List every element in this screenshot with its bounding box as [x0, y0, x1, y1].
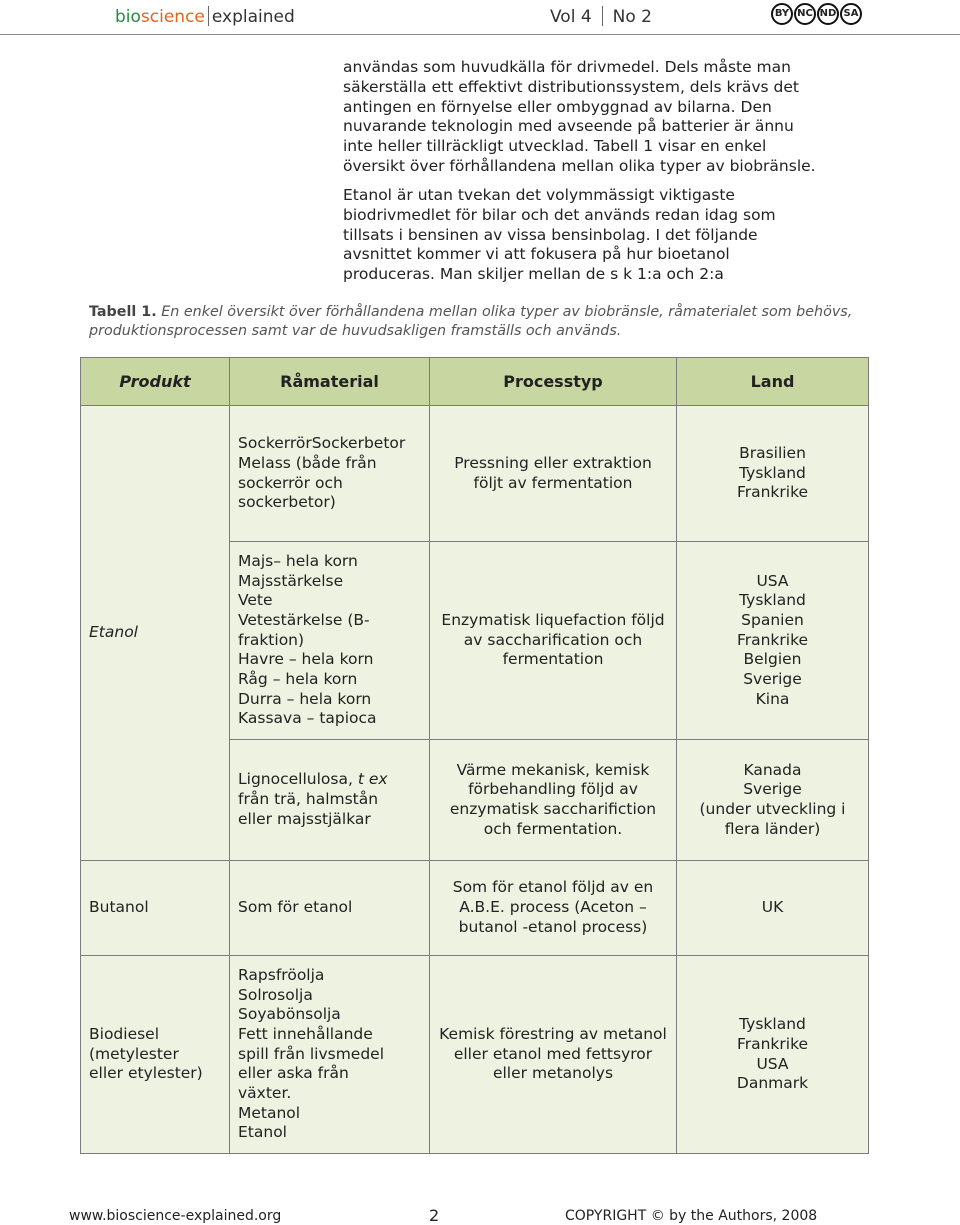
cell-line: spill från livsmedel — [238, 1044, 385, 1063]
cc-sa-icon: SA — [840, 3, 862, 25]
cell-line: Tyskland — [739, 463, 806, 482]
cell-line: Belgien — [743, 650, 802, 669]
raw-material-cell — [230, 740, 430, 861]
text-line: översikt över förhållandena mellan olika typer av biobränsle. — [343, 156, 816, 175]
brand-divider — [208, 6, 209, 26]
cell-line: Tyskland — [739, 1015, 806, 1034]
cell-line: och fermentation. — [483, 819, 623, 838]
text-line: nuvarande teknologin med avseende på batterier är ännu — [343, 117, 794, 136]
cell-text: Lignocellulosa, — [238, 770, 358, 789]
cell-line: (under utveckling i — [699, 800, 846, 818]
cell-line: butanol -etanol process) — [458, 917, 648, 936]
product-etanol: Etanol — [81, 406, 230, 861]
cell-line: Sverige — [743, 780, 802, 799]
text-line: avsnittet kommer vi att fokusera på hur bioetanol — [343, 245, 730, 264]
header-ramaterial: Råmaterial — [230, 358, 430, 406]
cell-line: Etanol — [238, 1123, 287, 1142]
cell-line: Kanada — [743, 760, 802, 779]
cell-line: eller metanolys — [492, 1064, 614, 1083]
text-line: tillsats i bensinen av vissa bensinbolag. I det följande — [343, 225, 758, 244]
process-cell — [430, 740, 677, 861]
cell-line: Danmark — [736, 1074, 809, 1093]
cell-line: eller etylester) — [89, 1064, 203, 1083]
footer-copyright: COPYRIGHT © by the Authors, 2008 — [565, 1208, 818, 1224]
cell-line: Råg – hela korn — [238, 670, 358, 689]
cell-line: Durra – hela korn — [238, 689, 372, 708]
journal-brand — [115, 6, 295, 27]
cell-line: Brasilien — [739, 443, 806, 462]
raw-material-cell — [230, 956, 430, 1154]
land-cell — [677, 740, 869, 861]
creative-commons-icons — [771, 3, 862, 25]
product-biodiesel — [81, 956, 230, 1154]
cell-line: Kemisk förestring av metanol — [439, 1024, 667, 1043]
intro-paragraph-2 — [343, 186, 823, 285]
text-line: produceras. Man skiljer mellan de s k 1:a och 2:a — [343, 265, 724, 284]
cell-line: (metylester — [89, 1044, 179, 1063]
cell-line: Soyabönsolja — [238, 1005, 341, 1024]
brand-science: science — [140, 7, 205, 27]
cell-line: Biodiesel — [89, 1024, 160, 1043]
cell-line: förbehandling följd av — [468, 780, 638, 799]
cell-line: fermentation — [502, 650, 604, 669]
cell-line: Rapsfröolja — [238, 965, 325, 984]
footer-url[interactable]: www.bioscience-explained.org — [69, 1208, 282, 1224]
table-header-row — [81, 358, 869, 406]
cell-line: från trä, halmstån — [238, 790, 379, 809]
cell-line: Metanol — [238, 1103, 301, 1122]
brand-bio: bio — [115, 7, 141, 27]
header-produkt: Produkt — [81, 358, 230, 406]
cell-line: sockerrör och — [238, 473, 343, 492]
caption-label: Tabell 1. — [89, 304, 157, 320]
issue-divider — [602, 6, 603, 26]
raw-material-cell — [230, 542, 430, 740]
table-caption — [89, 303, 879, 341]
caption-text: En enkel översikt över förhållandena mellan olika typer av biobränsle, råmaterialet som behövs, produktionsprocessen samt var de huvudsakligen framställs och används. — [89, 304, 853, 339]
cell-line: Havre – hela korn — [238, 650, 374, 669]
cell-line: Melass (både från — [238, 453, 377, 472]
process-cell — [430, 406, 677, 542]
process-cell — [430, 861, 677, 956]
cell-line: sockerbetor) — [238, 493, 336, 512]
text-line: användas som huvudkälla för drivmedel. Dels måste man — [343, 58, 791, 76]
page-number: 2 — [429, 1206, 440, 1225]
header-land: Land — [677, 358, 869, 406]
cell-line: fraktion) — [238, 630, 305, 649]
land-cell — [677, 956, 869, 1154]
header-processtyp: Processtyp — [430, 358, 677, 406]
table-row — [81, 406, 869, 542]
table-row — [81, 956, 869, 1154]
cell-line: Kina — [755, 689, 790, 708]
text-line: Etanol är utan tvekan det volymmässigt viktigaste — [343, 186, 735, 204]
intro-paragraph-1 — [343, 58, 823, 177]
cell-line: växter. — [238, 1084, 292, 1103]
text-line: antingen en förnyelse eller ombyggnad av bilarna. Den — [343, 97, 772, 116]
cell-line: USA — [756, 571, 789, 590]
cell-line: Majs– hela korn — [238, 551, 358, 570]
cell-line: A.B.E. process (Aceton – — [459, 898, 647, 917]
cc-nd-icon: ND — [817, 3, 839, 25]
cell-line: Sverige — [743, 670, 802, 689]
land-cell — [677, 542, 869, 740]
cell-line: Frankrike — [736, 1034, 809, 1053]
cell-line: Spanien — [741, 610, 804, 629]
product-butanol: Butanol — [81, 861, 230, 956]
cell-line: eller aska från — [238, 1064, 349, 1083]
cell-line: följt av fermentation — [473, 473, 633, 492]
biofuel-table — [80, 357, 869, 1154]
cell-line: Tyskland — [739, 591, 806, 610]
land-cell — [677, 406, 869, 542]
table-row — [81, 861, 869, 956]
cell-line: eller majsstjälkar — [238, 809, 371, 828]
cell-line: Värme mekanisk, kemisk — [456, 760, 650, 779]
cell-line: SockerrörSockerbetor — [238, 434, 406, 453]
process-cell — [430, 956, 677, 1154]
cell-line: Enzymatisk liquefaction följd — [441, 610, 665, 629]
cell-line: Pressning eller extraktion — [454, 453, 652, 472]
cell-line: eller etanol med fettsyror — [453, 1044, 653, 1063]
brand-explained: explained — [211, 7, 295, 27]
cell-line: av saccharification och — [463, 630, 643, 649]
cell-line: flera länder) — [724, 819, 821, 838]
cell-line: Kassava – tapioca — [238, 709, 377, 728]
cell-line: enzymatisk saccharifiction — [449, 800, 657, 818]
cell-line: Solrosolja — [238, 985, 313, 1004]
process-cell — [430, 542, 677, 740]
cell-line: Vete — [238, 591, 273, 610]
land-cell: UK — [677, 861, 869, 956]
page-header — [0, 0, 960, 35]
text-line: inte heller tillräckligt utvecklad. Tabell 1 visar en enkel — [343, 137, 767, 156]
raw-material-cell — [230, 406, 430, 542]
cc-by-icon: BY — [771, 3, 793, 25]
number-label: No 2 — [612, 7, 652, 27]
text-line: biodrivmedlet för bilar och det används redan idag som — [343, 205, 776, 224]
cell-line: Vetestärkelse (B- — [238, 610, 370, 629]
cell-line: Fett innehållande — [238, 1024, 373, 1043]
cell-line — [238, 770, 421, 790]
cell-line: Frankrike — [736, 630, 809, 649]
cell-line: Som för etanol följd av en — [452, 878, 654, 897]
text-line: säkerställa ett effektivt distributionssystem, dels krävs det — [343, 77, 799, 96]
volume-label: Vol 4 — [550, 7, 592, 27]
cell-text-italic: t ex — [357, 770, 388, 789]
raw-material-cell: Som för etanol — [230, 861, 430, 956]
issue-info — [550, 6, 652, 27]
cc-nc-icon: NC — [794, 3, 816, 25]
cell-line: Frankrike — [736, 483, 809, 502]
cell-line: USA — [756, 1054, 789, 1073]
cell-line: Majsstärkelse — [238, 571, 344, 590]
